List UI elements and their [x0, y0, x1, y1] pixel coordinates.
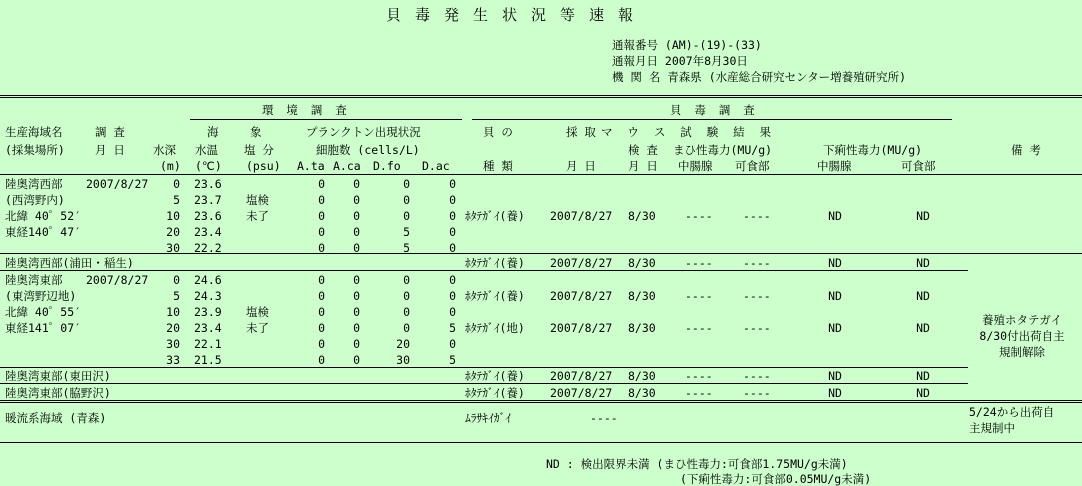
cell-area: 陸奥湾西部 [5, 177, 63, 191]
header-sea: 海 [207, 125, 219, 139]
result-insp: 8/30 [628, 209, 656, 223]
cell-depth: 30 [166, 241, 180, 255]
result-species: ﾎﾀﾃｶﾞｲ(養) [465, 386, 525, 400]
header-temp: 水温 [195, 143, 218, 157]
cell-dfo: 0 [403, 209, 410, 223]
header-monthday: 月 日 [95, 143, 125, 157]
result-dsp-edible: ND [916, 321, 930, 335]
list-item-east-wakino: 陸奥湾東部(脇野沢) [5, 386, 111, 400]
result-dsp-edible: ND [916, 209, 930, 223]
result-samp: 2007/8/27 [550, 386, 613, 400]
cell-dfo: 30 [396, 353, 410, 367]
section-divider [0, 400, 1082, 403]
cell-ata: 0 [318, 193, 325, 207]
result-dsp-gut: ND [828, 256, 842, 270]
result-samp: 2007/8/27 [550, 321, 613, 335]
result-dsp-gut: ND [828, 209, 842, 223]
cell-temp: 24.3 [194, 289, 222, 303]
cell-area: 北緯 40゜55′ [5, 305, 82, 319]
header-sampling: 採 取 [566, 125, 596, 139]
unit-psu: (psu) [246, 159, 281, 173]
cell-dac: 0 [449, 209, 456, 223]
result-samp: 2007/8/27 [550, 209, 613, 223]
cell-aca: 0 [353, 225, 360, 239]
col-aca: A.ca [333, 159, 361, 173]
cell-dac: 5 [449, 353, 456, 367]
cell-depth: 5 [173, 289, 180, 303]
cell-aca: 0 [353, 353, 360, 367]
header-inspect: 検 査 [628, 143, 658, 157]
report-date: 通報月日 2007年8月30日 [612, 54, 748, 68]
cell-sal: 塩検 [246, 193, 269, 207]
header-site: (採集場所) [5, 143, 65, 157]
result-dsp-gut: ND [828, 289, 842, 303]
report-agency: 機 関 名 青森県 (水産総合研究センター増養殖研究所) [612, 70, 907, 84]
header-environment: 環 境 調 査 [262, 103, 347, 117]
cell-ata: 0 [318, 337, 325, 351]
result-dsp-edible: ND [916, 256, 930, 270]
cell-aca: 0 [353, 273, 360, 287]
cell-dac: 0 [449, 305, 456, 319]
result-dsp-edible: ND [916, 369, 930, 383]
cell-aca: 0 [353, 193, 360, 207]
cell-depth: 20 [166, 321, 180, 335]
result-insp: 8/30 [628, 369, 656, 383]
cell-dac: 0 [449, 289, 456, 303]
cell-dfo: 0 [403, 305, 410, 319]
cell-depth: 5 [173, 193, 180, 207]
result-samp: 2007/8/27 [550, 256, 613, 270]
cell-dfo: 0 [403, 177, 410, 191]
cell-aca: 0 [353, 241, 360, 255]
cell-aca: 0 [353, 337, 360, 351]
col-ata: A.ta [297, 159, 325, 173]
list-item-warm: 暖流系海域 (青森) [5, 411, 107, 425]
header-shellfish: 貝 毒 調 査 [670, 103, 755, 117]
result-dsp-edible: ND [916, 289, 930, 303]
cell-dac: 0 [449, 225, 456, 239]
remark-1a: 養殖ホタテガイ [982, 313, 1062, 327]
result-insp: 8/30 [628, 386, 656, 400]
remark-2a: 5/24から出荷自 [969, 405, 1055, 419]
cell-ata: 0 [318, 209, 325, 223]
result-species: ﾎﾀﾃｶﾞｲ(地) [465, 321, 525, 335]
cell-date: 2007/8/27 [86, 177, 149, 191]
result-psp-edible: ---- [743, 289, 771, 303]
cell-area: (東湾野辺地) [5, 289, 77, 303]
result-insp: 8/30 [628, 256, 656, 270]
header-salinity: 塩 分 [244, 143, 274, 157]
cell-date: 2007/8/27 [86, 273, 149, 287]
cell-dfo: 5 [403, 225, 410, 239]
result-dsp-edible: ND [916, 386, 930, 400]
header-plankton: プランクトン出現状況 [306, 125, 421, 139]
cell-temp: 23.9 [194, 305, 222, 319]
result-dsp-gut: ND [828, 321, 842, 335]
cell-dac: 0 [449, 241, 456, 255]
cell-temp: 23.7 [194, 193, 222, 207]
result-species: ﾎﾀﾃｶﾞｲ(養) [465, 369, 525, 383]
cell-dfo: 0 [403, 273, 410, 287]
header-cells: 細胞数 (cells/L) [316, 143, 420, 157]
result-samp: 2007/8/27 [550, 369, 613, 383]
cell-aca: 0 [353, 177, 360, 191]
header-dsp-edible: 可食部 [901, 159, 936, 173]
cell-area: 北緯 40゜52′ [5, 209, 82, 223]
cell-dfo: 0 [403, 193, 410, 207]
header-psp-gut: 中腸腺 [678, 159, 713, 173]
cell-depth: 10 [166, 209, 180, 223]
cell-aca: 0 [353, 321, 360, 335]
remark-2b: 主規制中 [969, 421, 1015, 435]
result-insp: 8/30 [628, 321, 656, 335]
cell-area: (西湾野内) [5, 193, 65, 207]
cell-aca: 0 [353, 209, 360, 223]
cell-area: 東経140゜47′ [5, 225, 82, 239]
cell-aca: 0 [353, 305, 360, 319]
cell-ata: 0 [318, 225, 325, 239]
cell-aca: 0 [353, 289, 360, 303]
warm-species: ﾑﾗｻｷｲｶﾞｲ [465, 411, 511, 425]
env-divider [190, 119, 462, 120]
cell-depth: 33 [166, 353, 180, 367]
remark-1b: 8/30付出荷自主 [979, 329, 1065, 343]
cell-area: 東経141゜07′ [5, 321, 82, 335]
result-psp-edible: ---- [743, 386, 771, 400]
cell-temp: 23.6 [194, 209, 222, 223]
header-kai: 貝 の [483, 125, 513, 139]
cell-temp: 23.6 [194, 177, 222, 191]
remark-1c: 規制解除 [999, 345, 1045, 359]
result-samp: 2007/8/27 [550, 289, 613, 303]
cell-sal: 未了 [246, 321, 269, 335]
cell-temp: 21.5 [194, 353, 222, 367]
result-dsp-gut: ND [828, 369, 842, 383]
unit-degc: (℃) [195, 159, 222, 173]
list-item-east-higashida: 陸奥湾東部(東田沢) [5, 369, 111, 383]
cell-dfo: 20 [396, 337, 410, 351]
result-species: ﾎﾀﾃｶﾞｲ(養) [465, 289, 525, 303]
result-insp: 8/30 [628, 289, 656, 303]
header-dsp: 下痢性毒力(MU/g) [823, 143, 923, 157]
row-divider [0, 253, 1082, 254]
cell-temp: 23.4 [194, 225, 222, 239]
cell-ata: 0 [318, 177, 325, 191]
result-species: ﾎﾀﾃｶﾞｲ(養) [465, 256, 525, 270]
cell-depth: 30 [166, 337, 180, 351]
cell-depth: 0 [173, 177, 180, 191]
result-species: ﾎﾀﾃｶﾞｲ(養) [465, 209, 525, 223]
header-mouse: マ ウ ス 試 験 結 果 [601, 125, 772, 139]
footnote-line2: (下痢性毒力:可食部0.05MU/g未満) [680, 472, 872, 486]
result-psp-gut: ---- [685, 289, 713, 303]
cell-temp: 23.4 [194, 321, 222, 335]
header-bottom-border [0, 174, 1082, 175]
cell-temp: 22.1 [194, 337, 222, 351]
header-psp: まひ性毒力(MU/g) [673, 143, 773, 157]
row-divider [0, 270, 968, 271]
header-depth: 水深 [153, 143, 176, 157]
col-dac: D.ac [422, 159, 450, 173]
result-psp-edible: ---- [743, 256, 771, 270]
header-area: 生産海域名 [5, 125, 63, 139]
page-title: 貝毒発生状況等速報 [386, 6, 648, 24]
cell-depth: 20 [166, 225, 180, 239]
table-bottom-border [0, 442, 1082, 443]
shellfish-divider [472, 119, 952, 120]
list-item-west-urata: 陸奥湾西部(浦田・稲生) [5, 256, 134, 270]
header-samp-md: 月 日 [566, 159, 596, 173]
result-psp-gut: ---- [685, 256, 713, 270]
header-remarks: 備 考 [1011, 143, 1041, 157]
cell-depth: 10 [166, 305, 180, 319]
report-number: 通報番号 (AM)-(19)-(33) [612, 38, 762, 52]
cell-ata: 0 [318, 273, 325, 287]
warm-dash: ---- [590, 411, 618, 425]
cell-dac: 0 [449, 273, 456, 287]
result-psp-gut: ---- [685, 209, 713, 223]
table-top-border [0, 95, 1082, 98]
result-psp-edible: ---- [743, 321, 771, 335]
cell-dac: 0 [449, 337, 456, 351]
result-psp-edible: ---- [743, 209, 771, 223]
result-psp-edible: ---- [743, 369, 771, 383]
cell-temp: 22.2 [194, 241, 222, 255]
cell-sal: 未了 [246, 209, 269, 223]
cell-ata: 0 [318, 289, 325, 303]
header-survey: 調 査 [95, 125, 125, 139]
cell-ata: 0 [318, 241, 325, 255]
cell-sal: 塩検 [246, 305, 269, 319]
unit-m: (m) [160, 159, 181, 173]
header-psp-edible: 可食部 [735, 159, 770, 173]
footnote-line1: ND : 検出限界未満 (まひ性毒力:可食部1.75MU/g未満) [546, 457, 848, 471]
row-divider [0, 367, 968, 368]
cell-temp: 24.6 [194, 273, 222, 287]
cell-dfo: 0 [403, 321, 410, 335]
header-weather: 象 [250, 125, 262, 139]
row-divider [0, 383, 968, 384]
cell-ata: 0 [318, 321, 325, 335]
header-species: 種 類 [483, 159, 513, 173]
col-dfo: D.fo [373, 159, 401, 173]
result-psp-gut: ---- [685, 386, 713, 400]
cell-dac: 0 [449, 193, 456, 207]
cell-dfo: 5 [403, 241, 410, 255]
header-dsp-gut: 中腸腺 [817, 159, 852, 173]
cell-dac: 0 [449, 177, 456, 191]
cell-area: 陸奥湾東部 [5, 273, 63, 287]
cell-ata: 0 [318, 305, 325, 319]
cell-dac: 5 [449, 321, 456, 335]
cell-depth: 0 [173, 273, 180, 287]
result-dsp-gut: ND [828, 386, 842, 400]
cell-ata: 0 [318, 353, 325, 367]
result-psp-gut: ---- [685, 369, 713, 383]
header-insp-md: 月 日 [628, 159, 658, 173]
result-psp-gut: ---- [685, 321, 713, 335]
cell-dfo: 0 [403, 289, 410, 303]
